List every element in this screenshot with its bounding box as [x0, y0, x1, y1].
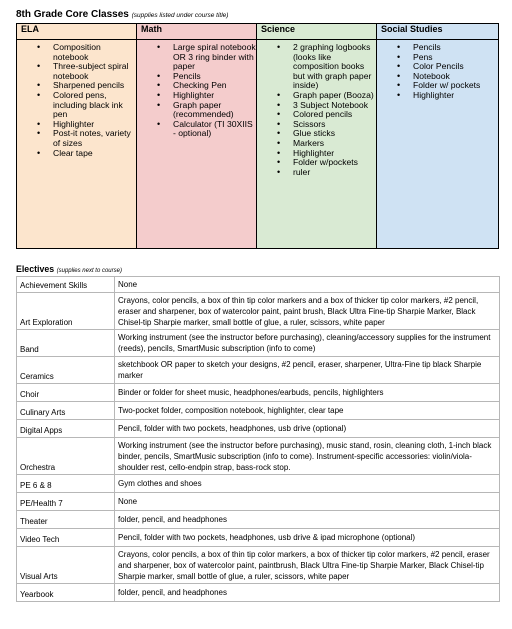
supply-item: • Post-it notes, variety of sizes	[53, 129, 136, 148]
supply-item: • Colored pencils	[293, 110, 376, 120]
course-supplies: Two-pocket folder, composition notebook, highlighter, clear tape	[115, 402, 500, 420]
supply-item: • Scissors	[293, 120, 376, 130]
supply-item: • 2 graphing logbooks (looks like composition books but with graph paper inside)	[293, 43, 376, 91]
table-row	[17, 529, 500, 547]
table-row	[17, 438, 500, 475]
core-cell-math	[137, 40, 257, 249]
course-supplies: None	[115, 277, 500, 293]
supply-item: • Sharpened pencils	[53, 81, 136, 91]
course-name: PE/Health 7	[17, 493, 115, 511]
table-row	[17, 511, 500, 529]
course-supplies: folder, pencil, and headphones	[115, 584, 500, 602]
course-name: Ceramics	[17, 357, 115, 384]
table-row	[17, 293, 500, 330]
table-row	[17, 475, 500, 493]
core-title: 8th Grade Core Classes	[16, 9, 129, 20]
table-row	[17, 584, 500, 602]
course-name: Orchestra	[17, 438, 115, 475]
supply-item: • Color Pencils	[413, 62, 498, 72]
table-row	[17, 402, 500, 420]
course-supplies: Working instrument (see the instructor before purchasing), music stand, rosin, cleaning cloth, 1-inch black binder, pencils, SmartMusic subscription (info to come). Instrument-specific accessories: violin/viola-shoulder rest, cello-endpin strap, bass-rock stop.	[115, 438, 500, 475]
course-name: Theater	[17, 511, 115, 529]
course-name: Video Tech	[17, 529, 115, 547]
supply-item: • Glue sticks	[293, 129, 376, 139]
core-classes-table	[16, 23, 499, 249]
course-supplies: Pencil, folder with two pockets, headphones, usb drive & ipad microphone (optional)	[115, 529, 500, 547]
supply-item: • Calculator (TI 30XIIS - optional)	[173, 120, 256, 139]
supply-item: • Highlighter	[53, 120, 136, 130]
table-row	[17, 357, 500, 384]
core-header-social-studies: Social Studies	[377, 24, 499, 40]
supply-item: • Highlighter	[413, 91, 498, 101]
course-name: Band	[17, 330, 115, 357]
course-supplies: None	[115, 493, 500, 511]
course-supplies: sketchbook OR paper to sketch your designs, #2 pencil, eraser, sharpener, Ultra-Fine tip black Sharpie marker	[115, 357, 500, 384]
core-heading	[16, 8, 512, 21]
supply-item: • Pens	[413, 53, 498, 63]
science-supply-list	[257, 43, 376, 177]
table-row	[17, 493, 500, 511]
course-supplies: folder, pencil, and headphones	[115, 511, 500, 529]
supply-item: • Large spiral notebook OR 3 ring binder with paper	[173, 43, 256, 72]
social-studies-supply-list	[377, 43, 498, 101]
core-header-science: Science	[257, 24, 377, 40]
supply-item: • Three-subject spiral notebook	[53, 62, 136, 81]
core-cell-ela	[17, 40, 137, 249]
math-supply-list	[137, 43, 256, 139]
course-supplies: Binder or folder for sheet music, headphones/earbuds, pencils, highlighters	[115, 384, 500, 402]
course-supplies: Working instrument (see the instructor before purchasing), cleaning/accessory supplies for the instrument (reeds), pencils, SmartMusic subscription (info to come)	[115, 330, 500, 357]
course-name: PE 6 & 8	[17, 475, 115, 493]
course-name: Achievement Skills	[17, 277, 115, 293]
supply-item: • ruler	[293, 168, 376, 178]
supply-item: • 3 Subject Notebook	[293, 101, 376, 111]
supply-item: • Highlighter	[293, 149, 376, 159]
supply-item: • Colored pens, including black ink pen	[53, 91, 136, 120]
supply-item: • Checking Pen	[173, 81, 256, 91]
supply-item: • Pencils	[173, 72, 256, 82]
electives-heading	[16, 263, 512, 275]
course-name: Choir	[17, 384, 115, 402]
table-row	[17, 330, 500, 357]
course-name: Culinary Arts	[17, 402, 115, 420]
supply-item: • Folder w/pockets	[293, 158, 376, 168]
electives-note: (supplies next to course)	[56, 268, 122, 274]
course-name: Digital Apps	[17, 420, 115, 438]
electives-table	[16, 276, 500, 602]
table-row	[17, 384, 500, 402]
supply-item: • Pencils	[413, 43, 498, 53]
core-note: (supplies listed under course title)	[131, 12, 229, 19]
course-supplies: Crayons, color pencils, a box of thin tip color markers, a box of thicker tip color markers, #2 pencil, eraser and sharpener, box of watercolor paint, paintbrush, Black Ultra Fine-tip Sharpie Marker, Black Chisel-tip Sharpie marker, small bottle of glue, a ruler, scissors, white paper	[115, 547, 500, 584]
ela-supply-list	[17, 43, 136, 158]
supply-item: • Notebook	[413, 72, 498, 82]
course-supplies: Gym clothes and shoes	[115, 475, 500, 493]
table-row	[17, 420, 500, 438]
course-name: Visual Arts	[17, 547, 115, 584]
course-supplies: Crayons, color pencils, a box of thin tip color markers and a box of thicker tip color markers, #2 pencil, eraser and sharpener, box of watercolor paint, paint brush, Black Ultra Fine-tip Sharpie Marker, Black Chisel-tip Sharpie marker, small bottle of glue, a ruler, scissors, white paper	[115, 293, 500, 330]
supply-item: • Markers	[293, 139, 376, 149]
core-header-ela: ELA	[17, 24, 137, 40]
supply-item: • Graph paper (Booza)	[293, 91, 376, 101]
course-name: Art Exploration	[17, 293, 115, 330]
supply-item: • Clear tape	[53, 149, 136, 159]
table-row	[17, 547, 500, 584]
supply-item: • Folder w/ pockets	[413, 81, 498, 91]
electives-title: Electives	[16, 264, 55, 274]
course-name: Yearbook	[17, 584, 115, 602]
supply-item: • Composition notebook	[53, 43, 136, 62]
core-cell-social-studies	[377, 40, 499, 249]
supply-item: • Highlighter	[173, 91, 256, 101]
table-row	[17, 277, 500, 293]
core-header-math: Math	[137, 24, 257, 40]
course-supplies: Pencil, folder with two pockets, headphones, usb drive (optional)	[115, 420, 500, 438]
supply-item: • Graph paper (recommended)	[173, 101, 256, 120]
core-cell-science	[257, 40, 377, 249]
